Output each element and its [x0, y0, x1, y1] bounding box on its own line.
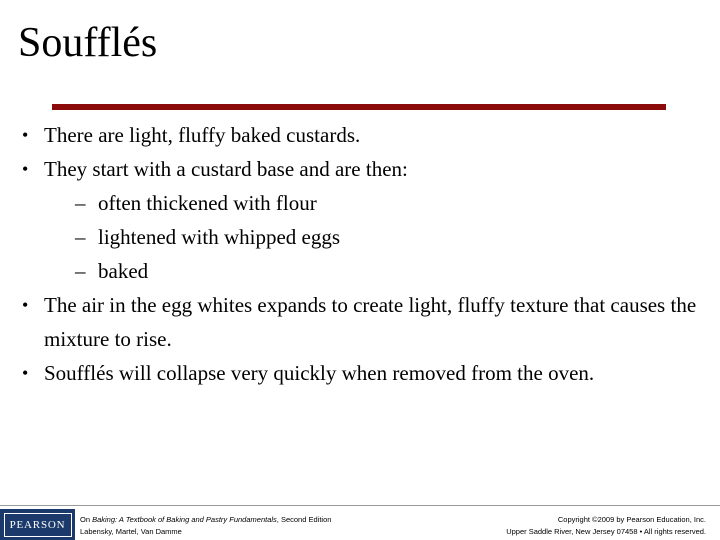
pearson-logo-text: PEARSON	[4, 513, 72, 537]
book-authors: Labensky, Martel, Van Damme	[80, 527, 182, 536]
dash-glyph: –	[75, 191, 86, 215]
bullet-list	[22, 118, 712, 390]
bullet-glyph: •	[22, 159, 29, 179]
title-underline-rule	[52, 104, 666, 110]
bullet-item	[22, 152, 712, 186]
sub-bullet-text: often thickened with flour	[98, 191, 317, 215]
bullet-text: They start with a custard base and are then:	[44, 157, 408, 181]
bullet-item	[22, 356, 712, 390]
sub-bullet-text: baked	[98, 259, 149, 283]
bullet-glyph: •	[22, 363, 29, 383]
bullet-text: The air in the egg whites expands to create light, fluffy texture that causes the mixture to rise.	[44, 293, 697, 351]
bullet-glyph: •	[22, 125, 29, 145]
bullet-item	[22, 118, 712, 152]
sub-bullet-item	[22, 186, 712, 220]
citation-prefix: On	[80, 515, 93, 524]
copyright-line: Copyright ©2009 by Pearson Education, Inc.	[557, 515, 706, 524]
dash-glyph: –	[75, 259, 86, 283]
slide-title: Soufflés	[18, 20, 158, 66]
bullet-text: There are light, fluffy baked custards.	[44, 123, 361, 147]
address-line: Upper Saddle River, New Jersey 07458 • All rights reserved.	[506, 527, 706, 536]
pearson-logo	[0, 509, 75, 540]
bullet-glyph: •	[22, 295, 29, 315]
copyright-notice	[386, 514, 706, 538]
dash-glyph: –	[75, 225, 86, 249]
footer-divider	[0, 505, 720, 506]
book-title: Baking: A Textbook of Baking and Pastry Fundamentals	[92, 515, 277, 524]
sub-bullet-item	[22, 254, 712, 288]
bullet-item	[22, 288, 712, 356]
sub-bullet-text: lightened with whipped eggs	[98, 225, 341, 249]
bullet-text: Soufflés will collapse very quickly when removed from the oven.	[44, 361, 595, 385]
sub-bullet-item	[22, 220, 712, 254]
book-edition: , Second Edition	[276, 515, 332, 524]
